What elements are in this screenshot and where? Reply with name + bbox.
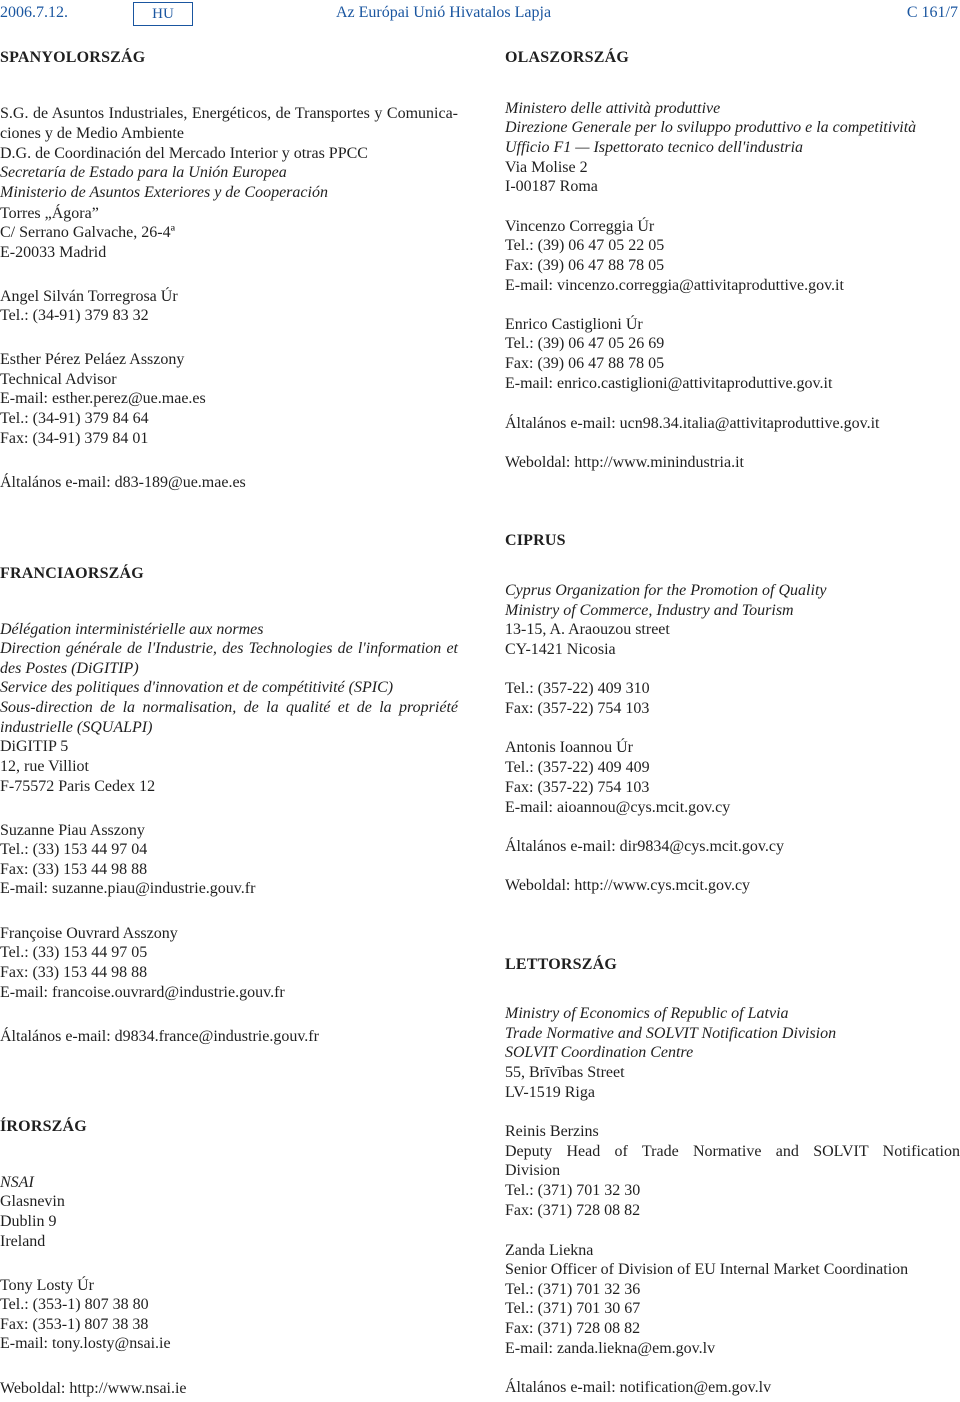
address-line: Ministero delle attività produttive (505, 100, 721, 117)
address-line: Service des politiques d'innovation et de compétitivité (SPIC) (0, 679, 394, 696)
contact-phone: Tel.: (371) 701 32 36 (505, 1281, 641, 1298)
address-line: Direzione Generale per lo sviluppo produttivo e la competitività (505, 119, 917, 136)
section-heading-latvia: LETTORSZÁG (505, 956, 617, 973)
contact-name: Suzanne Piau Asszony (0, 822, 145, 839)
contact-phone: Tel.: (33) 153 44 97 04 (0, 841, 148, 858)
contact-phone: Tel.: (371) 701 32 30 (505, 1182, 641, 1199)
general-email[interactable]: Általános e-mail: notification@em.gov.lv (505, 1379, 772, 1396)
general-email[interactable]: Általános e-mail: d9834.france@industrie.gouv.fr (0, 1028, 319, 1045)
address-line: Ufficio F1 — Ispettorato tecnico dell'industria (505, 139, 804, 156)
contact-title: Deputy Head of Trade Normative and SOLVIT Notification (505, 1143, 960, 1160)
general-email[interactable]: Általános e-mail: dir9834@cys.mcit.gov.cy (505, 838, 784, 855)
address-line: des Postes (DiGITIP) (0, 660, 139, 677)
contact-name: Tony Losty Úr (0, 1277, 94, 1294)
address-line: 55, Brīvības Street (505, 1064, 625, 1081)
address-line: ciones y de Medio Ambiente (0, 125, 184, 142)
address-line: Trade Normative and SOLVIT Notification Division (505, 1025, 837, 1042)
general-email[interactable]: Általános e-mail: d83-189@ue.mae.es (0, 474, 246, 491)
contact-title: Technical Advisor (0, 371, 117, 388)
contact-phone: Tel.: (357-22) 409 310 (505, 680, 650, 697)
address-line: D.G. de Coordinación del Mercado Interior y otras PPCC (0, 145, 368, 162)
contact-email[interactable]: E-mail: zanda.liekna@em.gov.lv (505, 1340, 716, 1357)
page-header (0, 0, 960, 30)
contact-email[interactable]: E-mail: enrico.castiglioni@attivitaproduttive.gov.it (505, 375, 833, 392)
address-line: Ministry of Economics of Republic of Latvia (505, 1005, 789, 1022)
website-link[interactable]: Weboldal: http://www.minindustria.it (505, 454, 744, 471)
address-line: NSAI (0, 1174, 34, 1191)
contact-fax: Fax: (371) 728 08 82 (505, 1320, 641, 1337)
contact-phone: Tel.: (33) 153 44 97 05 (0, 944, 148, 961)
address-line: Ministry of Commerce, Industry and Tourism (505, 602, 794, 619)
address-line: 13-15, A. Araouzou street (505, 621, 670, 638)
address-line: E-20033 Madrid (0, 244, 107, 261)
contact-email[interactable]: E-mail: francoise.ouvrard@industrie.gouv.fr (0, 984, 285, 1001)
address-line: industrielle (SQUALPI) (0, 719, 153, 736)
section-heading-france: FRANCIAORSZÁG (0, 565, 144, 582)
address-line: Ministerio de Asuntos Exteriores y de Cooperación (0, 184, 328, 201)
contact-phone: Tel.: (34-91) 379 83 32 (0, 307, 149, 324)
address-line: Dublin 9 (0, 1213, 57, 1230)
contact-fax: Fax: (39) 06 47 88 78 05 (505, 355, 665, 372)
contact-phone: Tel.: (34-91) 379 84 64 (0, 410, 149, 427)
page-number: C 161/7 (906, 4, 958, 21)
contact-name: Enrico Castiglioni Úr (505, 316, 643, 333)
contact-name: Esther Pérez Peláez Asszony (0, 351, 185, 368)
journal-title: Az Európai Unió Hivatalos Lapja (336, 4, 552, 21)
contact-name: Angel Silván Torregrosa Úr (0, 288, 178, 305)
contact-fax: Fax: (34-91) 379 84 01 (0, 430, 149, 447)
address-line: Torres „Ágora” (0, 205, 99, 222)
contact-fax: Fax: (357-22) 754 103 (505, 779, 650, 796)
contact-phone: Tel.: (39) 06 47 05 26 69 (505, 335, 665, 352)
address-line: I-00187 Roma (505, 178, 598, 195)
contact-title: Division (505, 1162, 561, 1179)
section-heading-spain: SPANYOLORSZÁG (0, 49, 146, 66)
contact-email[interactable]: E-mail: tony.losty@nsai.ie (0, 1335, 171, 1352)
contact-phone: Tel.: (353-1) 807 38 80 (0, 1296, 149, 1313)
contact-email[interactable]: E-mail: esther.perez@ue.mae.es (0, 390, 206, 407)
address-line: CY-1421 Nicosia (505, 641, 616, 658)
address-line: S.G. de Asuntos Industriales, Energéticos, de Transportes y Comunica- (0, 105, 458, 122)
address-line: C/ Serrano Galvache, 26-4ª (0, 224, 176, 241)
contact-fax: Fax: (357-22) 754 103 (505, 700, 650, 717)
language-code-badge: HU (133, 2, 193, 26)
contact-fax: Fax: (33) 153 44 98 88 (0, 861, 148, 878)
contact-name: Zanda Liekna (505, 1242, 594, 1259)
address-line: DiGITIP 5 (0, 738, 69, 755)
contact-email[interactable]: E-mail: vincenzo.correggia@attivitaproduttive.gov.it (505, 277, 844, 294)
address-line: SOLVIT Coordination Centre (505, 1044, 694, 1061)
section-heading-ireland: ÍRORSZÁG (0, 1118, 87, 1135)
contact-email[interactable]: E-mail: aioannou@cys.mcit.gov.cy (505, 799, 731, 816)
contact-fax: Fax: (39) 06 47 88 78 05 (505, 257, 665, 274)
address-line: Secretaría de Estado para la Unión Europea (0, 164, 287, 181)
contact-fax: Fax: (371) 728 08 82 (505, 1202, 641, 1219)
contact-name: Antonis Ioannou Úr (505, 739, 633, 756)
address-line: LV-1519 Riga (505, 1084, 595, 1101)
address-line: Direction générale de l'Industrie, des Technologies de l'information et (0, 640, 458, 657)
section-heading-cyprus: CIPRUS (505, 532, 566, 549)
section-heading-italy: OLASZORSZÁG (505, 49, 630, 66)
contact-phone: Tel.: (39) 06 47 05 22 05 (505, 237, 665, 254)
contact-title: Senior Officer of Division of EU Internal Market Coordination (505, 1261, 909, 1278)
contact-fax: Fax: (353-1) 807 38 38 (0, 1316, 149, 1333)
contact-fax: Fax: (33) 153 44 98 88 (0, 964, 148, 981)
address-line: 12, rue Villiot (0, 758, 89, 775)
contact-phone: Tel.: (371) 701 30 67 (505, 1300, 641, 1317)
contact-phone: Tel.: (357-22) 409 409 (505, 759, 650, 776)
contact-name: Reinis Berzins (505, 1123, 599, 1140)
address-line: Délégation interministérielle aux normes (0, 621, 264, 638)
address-line: Sous-direction de la normalisation, de la qualité et de la propriété (0, 699, 458, 716)
address-line: Cyprus Organization for the Promotion of Quality (505, 582, 827, 599)
address-line: Glasnevin (0, 1193, 65, 1210)
website-link[interactable]: Weboldal: http://www.cys.mcit.gov.cy (505, 877, 751, 894)
publication-date: 2006.7.12. (0, 4, 68, 21)
contact-name: Françoise Ouvrard Asszony (0, 925, 178, 942)
address-line: F-75572 Paris Cedex 12 (0, 778, 156, 795)
contact-email[interactable]: E-mail: suzanne.piau@industrie.gouv.fr (0, 880, 256, 897)
address-line: Via Molise 2 (505, 159, 588, 176)
contact-name: Vincenzo Correggia Úr (505, 218, 655, 235)
website-link[interactable]: Weboldal: http://www.nsai.ie (0, 1380, 187, 1397)
general-email[interactable]: Általános e-mail: ucn98.34.italia@attivitaproduttive.gov.it (505, 415, 880, 432)
address-line: Ireland (0, 1233, 46, 1250)
